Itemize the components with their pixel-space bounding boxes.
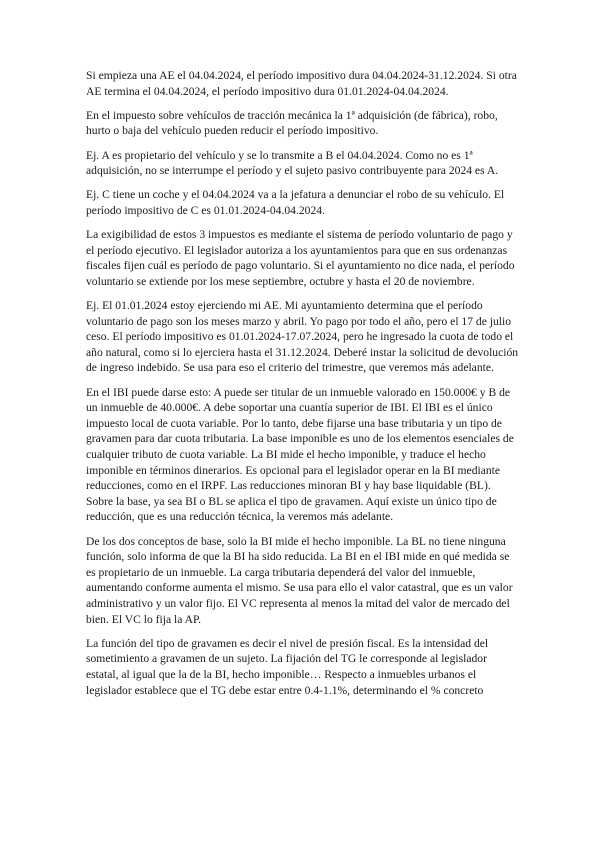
paragraph-vehicle-tax: En el impuesto sobre vehículos de tracción mecánica la 1ª adquisición (de fábrica), robo, hurto o baja del vehículo pueden reducir el período impositivo. bbox=[86, 108, 498, 138]
paragraph-ae-period: Si empieza una AE el 04.04.2024, el período impositivo dura 04.04.2024-31.12.2024. Si otra AE termina el 04.04.2024, el período impositivo dura 01.01.2024-04.04.2024. bbox=[86, 69, 517, 98]
paragraph-example-a: Ej. A es propietario del vehículo y se lo transmite a B el 04.04.2024. Como no es 1ª adquisición, no se interrumpe el período y el sujeto pasivo contribuyente para 2024 es A. bbox=[86, 148, 499, 178]
paragraph-example-c: Ej. C tiene un coche y el 04.04.2024 va a la jefatura a denunciar el robo de su vehículo. El período impositivo de C es 01.01.2024-04.04.2024. bbox=[86, 188, 505, 217]
paragraph-example-refund: Ej. El 01.01.2024 estoy ejerciendo mi AE. Mi ayuntamiento determina que el período voluntario de pago son los meses marzo y abril. Yo pago por todo el año, pero el 17 de julio ceso. El período impositivo es 01.01.2024-17.07.2024, pero he ingresado la cuota de todo el año natural, como si lo ejerciera hasta el 31.12.2024. Deberé instar la solicitud de devolución de ingreso indebido. Se usa para eso el criterio del trimestre, que veremos más adelante. bbox=[86, 299, 519, 375]
paragraph-ibi-base: En el IBI puede darse esto: A puede ser titular de un inmueble valorado en 150.000€ y B de un inmueble de 40.000€. A debe soportar una cuantía superior de IBI. El IBI es el único impuesto local de cuota variable. Por lo tanto, debe fijarse una base tributaria y un tipo de gravamen para dar cuota tributaria. La base imponible es uno de los elementos esenciales de cualquier tributo de cuota variable. La BI mide el hecho imponible, y traduce el hecho imponible en términos dinerarios. Es opcional para el legislador operar en la BI mediante reducciones, como en el IRPF. Las reducciones minoran BI y hay base liquidable (BL). Sobre la base, ya sea BI o BL se aplica el tipo de gravamen. Aquí existe un único tipo de reducción, que es una reducción técnica, la veremos más adelante. bbox=[86, 385, 514, 524]
document-body bbox=[86, 68, 520, 707]
paragraph-base-concepts: De los dos conceptos de base, solo la BI mide el hecho imponible. La BL no tiene ninguna función, solo informa de que la BI ha sido reducida. La BI en el IBI mide en qué medida se es propietario de un inmueble. La carga tributaria dependerá del valor del inmueble, aumentando conforme aumenta el mismo. Se usa para ello el valor catastral, que es un valor administrativo y un valor fijo. El VC representa al menos la mitad del valor de mercado del bien. El VC lo fija la AP. bbox=[86, 534, 513, 626]
paragraph-tax-rate: La función del tipo de gravamen es decir el nivel de presión fiscal. Es la intensidad del sometimiento a gravamen de un sujeto. La fijación del TG le corresponde al legislador estatal, al igual que la de la BI, hecho imponible… Respecto a inmuebles urbanos el legislador establece que el TG debe estar entre 0.4-1.1%, determinando el % concreto bbox=[86, 636, 489, 697]
paragraph-exigibility: La exigibilidad de estos 3 impuestos es mediante el sistema de período voluntario de pago y el período ejecutivo. El legislador autoriza a los ayuntamientos para que en sus ordenanzas fiscales fijen cuál es período de pago voluntario. Si el ayuntamiento no dice nada, el período voluntario se extiende por los mese septiembre, octubre y hasta el 20 de noviembre. bbox=[86, 228, 515, 288]
